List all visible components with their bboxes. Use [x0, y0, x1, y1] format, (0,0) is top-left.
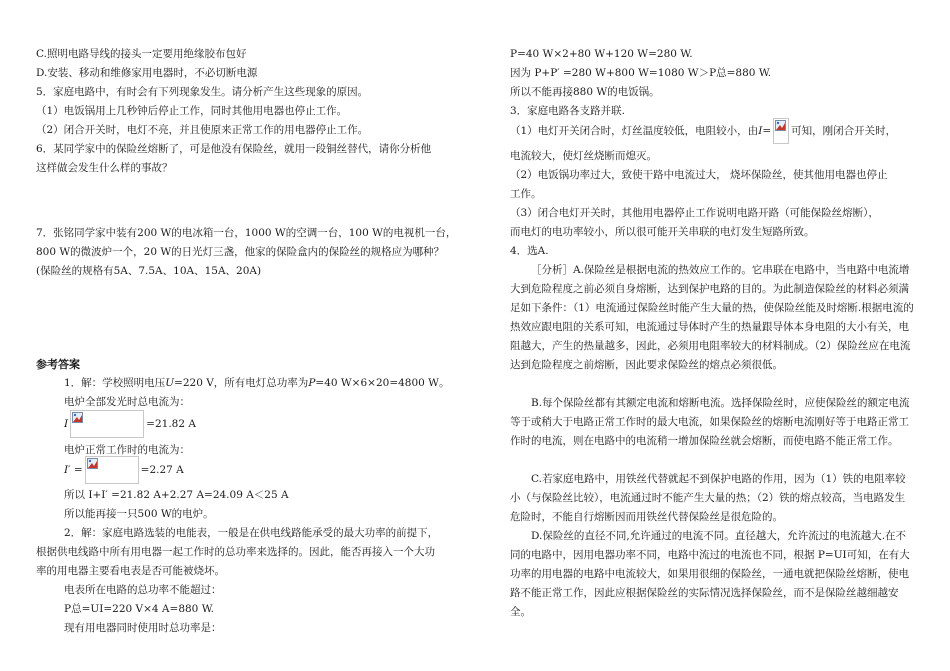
- answer-1-sum: 所以 I+I′ =21.82 A+2.27 A=24.09 A＜25 A: [64, 489, 289, 501]
- var-p: P: [308, 377, 316, 389]
- question-6-line-1: 6．某同学家中的保险丝熔断了，可是他没有保险丝，就用一段铜丝替代，请你分析他: [36, 143, 432, 155]
- analysis-a: ［分析］A.保险丝是根据电流的热效应工作的。它串联在电路中，当电路中电流增大到危险程度之前必须自身熔断，达到保护电路的目的。为此制造保险丝的材料必须满足如下条件：（1）电流通过保险丝时能产生大量的热，使保险丝能及时熔断.根据电流的热效应跟电阻的关系可知，电流通过导体时产生的热量跟导体本身电阻的大小有关，电阻越大，产生的热量越多，因此，必须用电阻率较大的材料制成。（2）保险丝应在电流达到危险程度之前熔断，因此要求保险丝的熔点必须很低。: [510, 264, 914, 371]
- var-i: I: [64, 418, 69, 430]
- formula-image-placeholder: [773, 118, 789, 144]
- answer-2-total-power: P总=UI=220 V×4 A=880 W.: [64, 603, 214, 615]
- question-5: 5．家庭电路中，有时会有下列现象发生。请分析产生这些现象的原因。: [36, 86, 369, 98]
- question-7-line-1: 7．张铭同学家中装有200 W的电冰箱一台，1000 W的空调一台，100 W的电视机一台，: [36, 227, 457, 239]
- question-6-line-2: 这样做会发生什么样的事故？: [36, 162, 173, 174]
- var-u: U: [165, 377, 175, 389]
- answer-3-part-3-cont: 而电灯的电功率较小，所以很可能开关串联的电灯发生短路所致。: [510, 226, 815, 238]
- answer-2-max-power: 电表所在电路的总功率不能超过：: [64, 584, 222, 596]
- answer-1-normal: 电炉正常工作时的电流为：: [64, 444, 190, 456]
- u-value: =220 V，所有电灯总功率为: [174, 377, 309, 389]
- formula-image-placeholder: [70, 410, 144, 438]
- answer-2-conclusion: 所以不能再接880 W的电饭锅。: [510, 86, 660, 98]
- answer-3-part-1: [510, 118, 896, 144]
- analysis-c: C.若家庭电路中，用铁丝代替就起不到保护电路的作用，因为（1）铁的电阻率较小（与保险丝比较），电流通过时不能产生大量的热；（2）铁的熔点较高，当电路发生危险时，不能自行熔断因而用铁丝代替保险丝是很危险的。: [510, 473, 906, 523]
- analysis-b: B.每个保险丝都有其额定电流和熔断电流。选择保险丝时，应使保险丝的额定电流等于或稍大于电路正常工作时的最大电流，如果保险丝的熔断电流刚好等于电路正常工作时的电流，则在电路中的电流稍一增加保险丝就会熔断，而使电路不能正常工作。: [510, 397, 910, 447]
- option-c: C.照明电路导线的接头一定要用绝缘胶布包好: [36, 48, 247, 60]
- answer-1-all-lit: 电炉全部发光时总电流为：: [64, 396, 190, 408]
- answer-2-line-2: 根据供电线路中所有用电器一起工作时的总功率来选择的。因此，能否再接入一个大功: [36, 546, 435, 558]
- answer-3-part-2: （2）电饭锅功率过大，致使干路中电流过大， 烧坏保险丝，使其他用电器也停止: [510, 169, 888, 181]
- answer-1-intro-text: 1．解：学校照明电压: [64, 377, 166, 389]
- power-sum: P=40 W×2+80 W+120 W=280 W.: [510, 48, 693, 60]
- question-7-line-2: 800 W的微波炉一个，20 W的日光灯三盏，他家的保险盒内的保险丝的规格应为哪种？: [36, 246, 445, 258]
- power-compare: 因为 P+P′ =280 W+800 W=1080 W＞P总=880 W.: [510, 67, 772, 79]
- var-i-eq: I=: [758, 125, 772, 137]
- total-current-value: =21.82 A: [146, 418, 196, 430]
- analysis-d: D.保险丝的直径不同,允许通过的电流不同。直径越大，允许流过的电流越大.在不同的电路中，因用电器功率不同，电路中流过的电流也不同，根据 P=UI可知，在有大功率的用电器的电路中电流较大，如果用很细的保险丝，一通电就把保险丝熔断，使电路不能正常工作，因此应根据保险丝的实际情况选择保险丝，而不是保险丝越细越安全。: [510, 530, 910, 618]
- var-i-prime: I′ =: [64, 464, 83, 476]
- answer-3-part-1-cont: 电流较大，使灯丝烧断而熄灭。: [510, 150, 657, 162]
- broken-image-icon: [72, 412, 83, 423]
- formula-image-placeholder: [85, 456, 139, 484]
- answer-3-part-1-tail: 可知，刚闭合开关时，: [791, 125, 897, 137]
- question-5-part-1: （1）电饭锅用上几秒钟后停止工作，同时其他用电器也停止工作。: [36, 105, 348, 117]
- answer-3-heading: 3．家庭电路各支路并联.: [510, 105, 626, 117]
- formula-total-current: [64, 410, 196, 438]
- answer-2-line-3: 率的用电器主要看电表是否可能被烧坏。: [36, 565, 225, 577]
- normal-current-value: =2.27 A: [140, 464, 184, 476]
- answer-4-heading: 4．选A.: [510, 245, 549, 257]
- formula-normal-current: [64, 456, 184, 484]
- answer-1-conclusion: 所以能再接一只500 W的电炉。: [64, 508, 214, 520]
- broken-image-icon: [775, 120, 786, 131]
- answer-2-current-usage: 现有用电器同时使用时总功率是：: [64, 622, 222, 634]
- broken-image-icon: [87, 458, 98, 469]
- answer-3-part-3: （3）闭合电灯开关时，其他用电器停止工作说明电路开路（可能保险丝熔断），: [510, 207, 879, 219]
- answer-3-part-2-cont: 工作。: [510, 188, 542, 200]
- answer-2-line-1: 2．解：家庭电路选装的电能表，一般是在供电线路能承受的最大功率的前提下，: [64, 527, 439, 539]
- p-value: =40 W×6×20=4800 W。: [315, 377, 450, 389]
- question-7-line-3: (保险丝的规格有5A、7.5A、10A、15A、20A): [36, 265, 262, 277]
- answer-3-part-1-text: （1）电灯开关闭合时，灯丝温度较低，电阻较小，由: [510, 125, 759, 137]
- option-d: D.安装、移动和维修家用电器时，不必切断电源: [36, 67, 258, 79]
- question-5-part-2: （2）闭合开关时，电灯不亮，并且使原来正常工作的用电器停止工作。: [36, 124, 369, 136]
- answers-heading: 参考答案: [36, 358, 80, 371]
- answer-1-intro: [64, 374, 449, 393]
